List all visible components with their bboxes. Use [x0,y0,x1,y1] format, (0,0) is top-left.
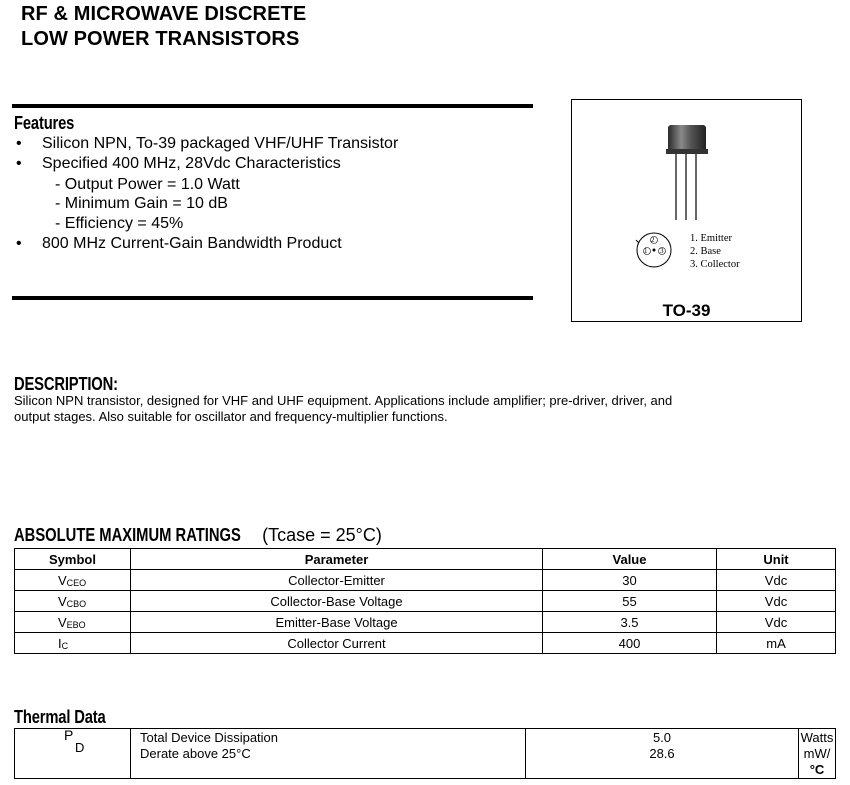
package-name: TO-39 [662,301,711,320]
cell-symbol: $I_C$ [15,633,131,654]
features-bottom-rule [12,296,533,300]
bullet-icon: • [16,135,22,152]
thermal-data-table [14,728,836,779]
features-heading: Features [14,113,75,133]
feature-sub-item: - Output Power = 1.0 Watt [55,175,240,193]
feature-item: • 800 MHz Current-Gain Bandwidth Product [16,234,342,252]
table-row [15,729,836,779]
cell-value: 5.0 28.6 [526,729,799,779]
col-header-unit: Unit [717,549,836,570]
pin-2-number: 2 [651,236,655,244]
col-header-value: Value [543,549,717,570]
table-row [15,612,836,633]
bullet-icon: • [16,234,22,252]
cell-parameter: Collector-Emitter [131,570,543,591]
amr-heading-condition: (Tcase = 25°C) [262,525,382,545]
bullet-icon: • [16,155,22,173]
description-heading: DESCRIPTION: [14,374,118,394]
amr-heading [14,525,382,546]
cell-parameter: Collector Current [131,633,543,654]
cell-unit: Watts mW/ °C [799,729,836,779]
absolute-max-ratings-table [14,548,836,654]
feature-sub-item: - Efficiency = 45% [55,215,184,233]
cell-symbol: $V_{CBO}$ [15,591,131,612]
features-top-rule [12,104,533,108]
table-row [15,633,836,654]
pin-label: 2. Base [690,246,721,257]
pin-3-number: 3 [660,247,664,255]
transistor-can [668,125,706,153]
cell-value: 55 [543,591,717,612]
thermal-heading: Thermal Data [14,707,106,727]
cell-symbol: P D [15,729,131,779]
cell-parameter: Emitter-Base Voltage [131,612,543,633]
col-header-symbol: Symbol [15,549,131,570]
pin-label: 1. Emitter [690,233,732,244]
feature-item: • Specified 400 MHz, 28Vdc Characteristics [16,155,341,173]
package-diagram [571,99,802,322]
cell-unit: mA [717,633,836,654]
cell-parameter: Collector-Base Voltage [131,591,543,612]
cell-unit: Vdc [717,591,836,612]
pin-legend [690,232,740,271]
title-line-1: RF & MICROWAVE DISCRETE [21,3,307,25]
feature-sub-item: - Minimum Gain = 10 dB [55,195,228,213]
amr-heading-title: ABSOLUTE MAXIMUM RATINGS [14,525,241,545]
cell-symbol: $V_{EBO}$ [15,612,131,633]
table-row [15,570,836,591]
title-line-2: LOW POWER TRANSISTORS [21,28,300,50]
pin-1-number: 1 [644,247,648,255]
cell-value: 3.5 [543,612,717,633]
feature-item: • Silicon NPN, To-39 packaged VHF/UHF Transistor [16,135,399,152]
table-row [15,591,836,612]
cell-symbol: $V_{CEO}$ [15,570,131,591]
transistor-image-icon [572,100,801,300]
features-list [14,134,398,254]
document-title [21,2,306,52]
description-text: Silicon NPN transistor, designed for VHF and UHF equipment. Applications include amplifier; pre-driver, driver, and output stages. Also suitable for oscillator and frequency-multiplier functions. [14,393,673,424]
pin-label: 3. Collector [690,259,740,270]
table-header-row [15,549,836,570]
cell-value: 30 [543,570,717,591]
cell-unit: Vdc [717,612,836,633]
cell-unit: Vdc [717,570,836,591]
col-header-parameter: Parameter [131,549,543,570]
cell-value: 400 [543,633,717,654]
cell-parameter: Total Device Dissipation Derate above 25°C [131,729,526,779]
